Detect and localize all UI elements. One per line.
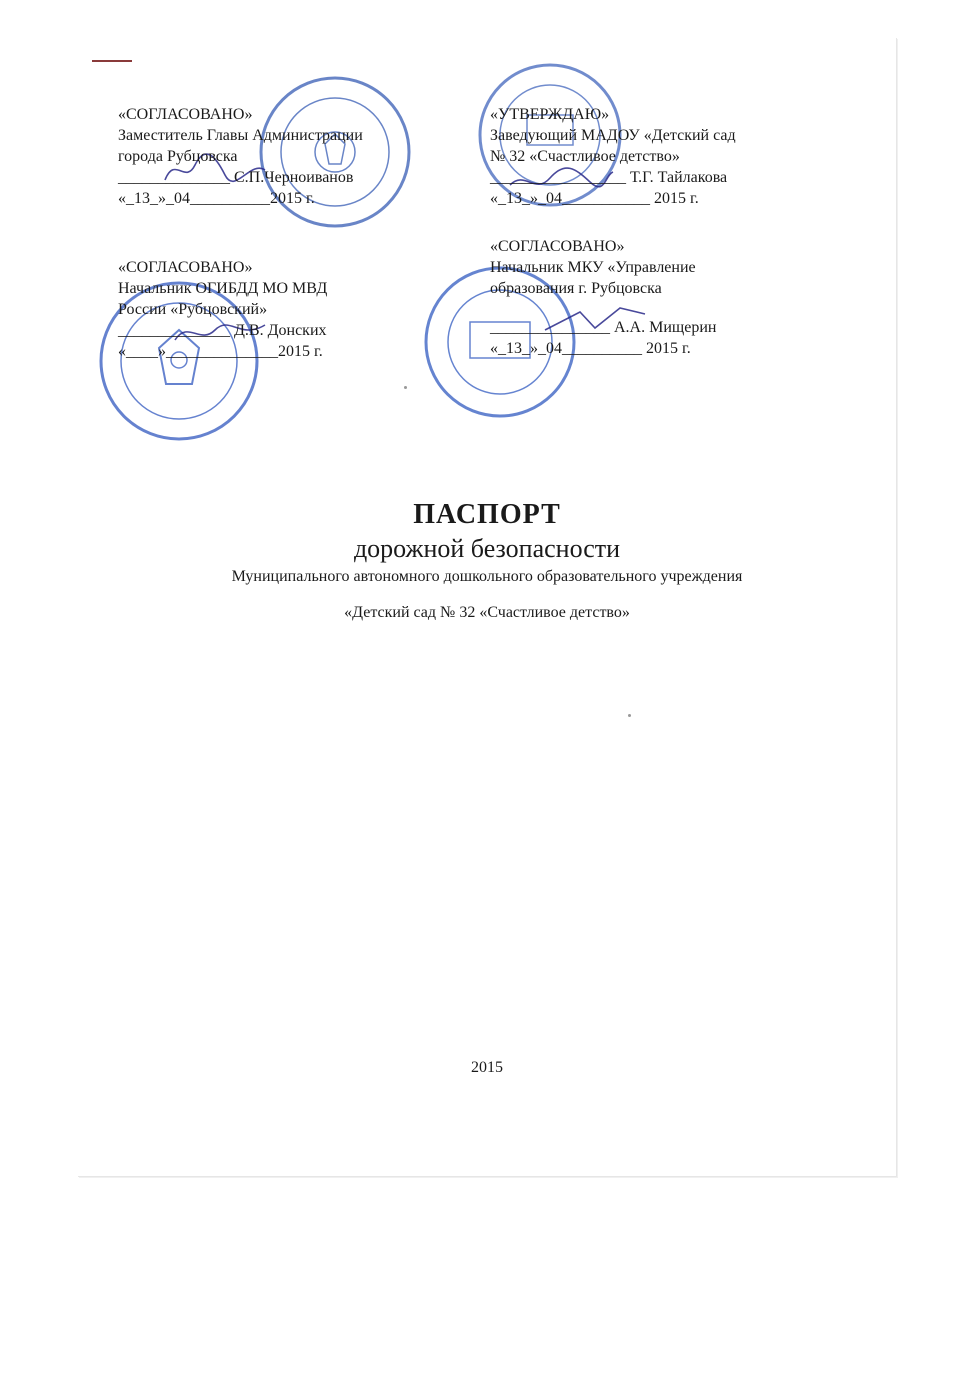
approver-position-cont: № 32 «Счастливое детство» [490,148,680,165]
scan-speck [628,714,631,717]
approver-position: Заведующий МАДОУ «Детский сад [490,127,736,144]
scan-speck [404,386,407,389]
corner-mark [92,60,132,62]
approval-heading: «СОГЛАСОВАНО» [118,259,253,276]
approver-position-cont: России «Рубцовский» [118,301,268,318]
approval-block-police [118,257,327,362]
approver-signature-line: _________________ Т.Г. Тайлакова [490,169,728,186]
approval-heading: «СОГЛАСОВАНО» [490,238,625,255]
document-title: ПАСПОРТ [413,499,561,530]
approval-block-administration [118,104,363,209]
approval-heading: «УТВЕРЖДАЮ» [490,106,610,123]
approval-date: «_13_»_04___________ 2015 г. [490,190,699,207]
organization-name-cont: «Детский сад № 32 «Счастливое детство» [344,604,630,621]
approver-position-cont: образования г. Рубцовска [490,280,662,297]
approver-position-cont: города Рубцовска [118,148,238,165]
approval-date: «_13_»_04__________ 2015 г. [490,340,691,357]
approver-position: Начальник МКУ «Управление [490,259,696,276]
document-subtitle: дорожной безопасности [353,534,621,563]
approver-position: Начальник ОГИБДД МО МВД [118,280,328,297]
organization-name: Муниципального автономного дошкольного образовательного учреждения [231,568,743,585]
approval-date: «____»______________2015 г. [118,343,323,360]
approval-block-head [490,104,736,209]
approval-date: «_13_»_04__________2015 г. [118,190,315,207]
approval-heading: «СОГЛАСОВАНО» [118,106,253,123]
approver-signature-line: _______________ А.А. Мищерин [490,319,717,336]
approval-block-education [490,236,716,359]
approver-signature-line: ______________ Д.В. Донских [118,322,327,339]
approver-signature-line: ______________ С.П.Черноиванов [118,169,354,186]
approver-position: Заместитель Главы Администрации [118,127,363,144]
document-year: 2015 [471,1059,503,1076]
